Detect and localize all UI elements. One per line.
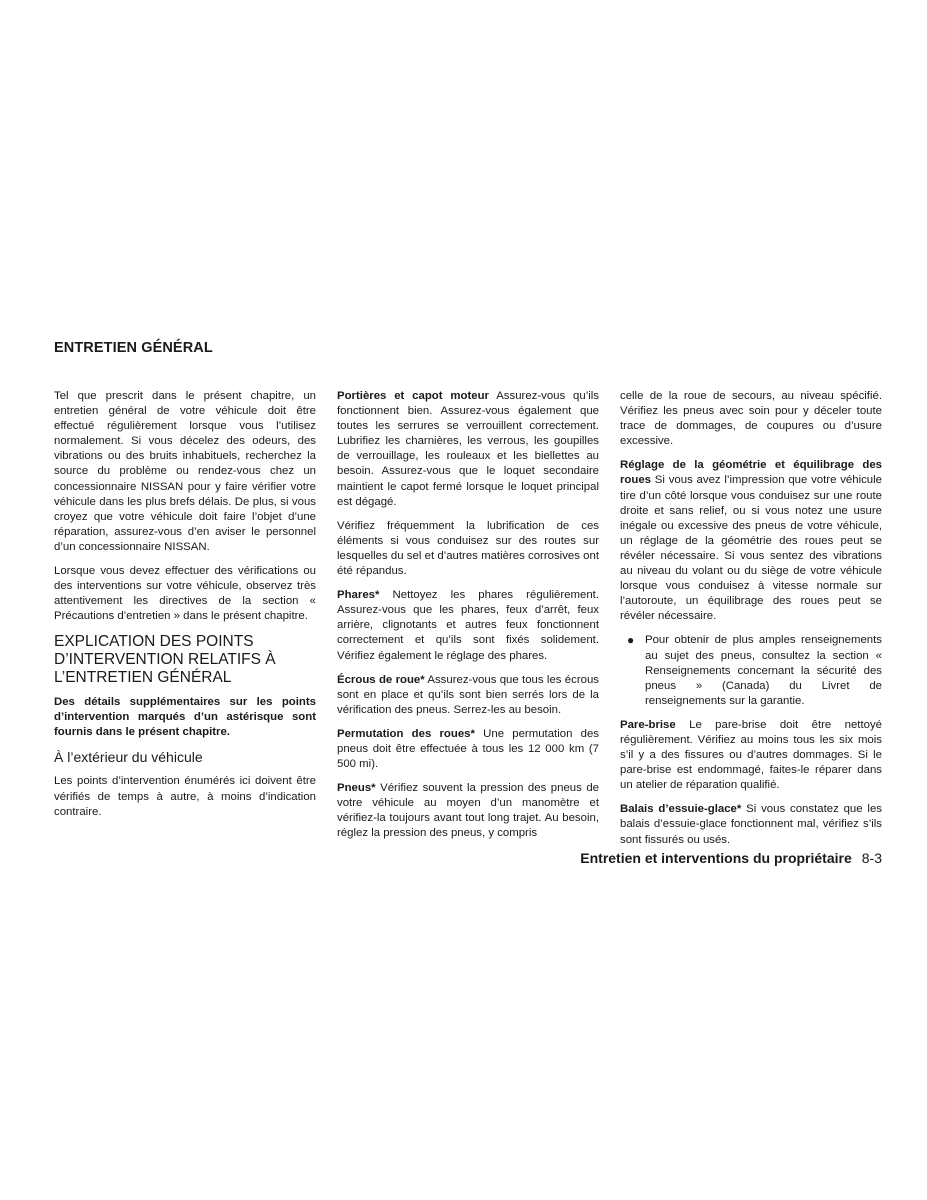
windshield-text: Le pare-brise doit être nettoyé régulièrement. Vérifiez au moins tous les six mois s’il y a des fissures ou d’autres dommages. Si le pare-brise est endommagé, faites-le réparer dans un atelier de réparation qualifié. [620, 718, 882, 792]
bullet-text: Pour obtenir de plus amples renseignements au sujet des pneus, consultez la section « Renseignements concernant la sécurité des pneus » (Canada) du Livret de renseignements sur la garantie. [645, 634, 882, 707]
tires-continued-paragraph: celle de la roue de secours, au niveau spécifié. Vérifiez les pneus avec soin pour y déceler toute trace de dommages, de coupures ou d’usure excessive. [620, 390, 882, 448]
wheel-nuts-label: Écrous de roue* [337, 673, 425, 686]
precautions-paragraph: Lorsque vous devez effectuer des vérifications ou des interventions sur votre véhicule, observez très attentivement les directives de la section « Précautions d’entretien » dans le présent chapitre. [54, 565, 316, 623]
tire-rotation-label: Permutation des roues* [337, 727, 475, 740]
alignment-text: Si vous avez l’impression que votre véhicule tire d’un côté lorsque vous conduisez sur une route droite et sans relief, ou si vous notez une usure inégale ou excessive des pneus de votre véhicule, un réglage de la géométrie des roues peut se révéler nécessaire. Si vous sentez des vibrations au niveau du volant ou du siège de votre véhicule lorsque vous conduisez à vitesse normale sur l’autoroute, un équilibrage des roues peut se révéler nécessaire. [620, 474, 882, 623]
wiper-blades-paragraph [620, 802, 882, 847]
page-footer [580, 850, 882, 866]
wheel-nuts-text: Assurez-vous que tous les écrous sont en place et qu’ils sont bien serrés lors de la vérification des pneus. Serrez-les au besoin. [337, 673, 599, 716]
exterior-subheading: À l’extérieur du véhicule [54, 749, 203, 766]
column-1 [54, 389, 316, 829]
column-2 [337, 389, 599, 851]
windshield-paragraph [620, 718, 882, 793]
tire-rotation-paragraph [337, 727, 599, 772]
tires-label: Pneus* [337, 782, 376, 795]
wiper-blades-text: Si vous constatez que les balais d’essuie-glace fonctionnent mal, vérifiez s’ils sont fissurés ou usés. [620, 803, 882, 846]
section-title: ENTRETIEN GÉNÉRAL [54, 340, 213, 356]
tires-text: Vérifiez souvent la pression des pneus de votre véhicule au moyen d’un manomètre et vérifiez-la toujours avant tout long trajet. Au besoin, réglez la pression des pneus, y compris [337, 782, 599, 840]
doors-hood-paragraph [337, 389, 599, 510]
windshield-label: Pare-brise [620, 718, 676, 731]
headlights-paragraph [337, 588, 599, 663]
wiper-blades-label: Balais d’essuie-glace* [620, 803, 742, 816]
tire-rotation-text: Une permutation des pneus doit être effectuée à tous les 12 000 km (7 500 mi). [337, 727, 599, 771]
bullet-icon: ● [627, 633, 635, 648]
asterisk-note: Des détails supplémentaires sur les points d’intervention marqués d’un astérisque sont fournis dans le présent chapitre. [54, 696, 316, 739]
tire-info-bullet [620, 633, 882, 708]
headlights-text: Nettoyez les phares régulièrement. Assurez-vous que les phares, feux d’arrêt, feux arrière, clignotants et autres feux fonctionnent correctement et qu’ils sont fixés solidement. Vérifiez également le réglage des phares. [337, 589, 599, 662]
alignment-paragraph [620, 458, 882, 624]
column-3 [620, 389, 882, 857]
doors-hood-text: Assurez-vous qu’ils fonctionnent bien. Assurez-vous également que toutes les serrures se verrouillent correctement. Lubrifiez les charnières, les verrous, les goupilles de verrouillage, les rouleaux et les biellettes au besoin. Assurez-vous que le loquet secondaire maintient le capot fermé lorsque le loquet principal est dégagé. [337, 390, 599, 508]
explanation-heading: EXPLICATION DES POINTS D’INTERVENTION RELATIFS À L’ENTRETIEN GÉNÉRAL [54, 633, 276, 686]
exterior-paragraph: Les points d’intervention énumérés ici doivent être vérifiés de temps à autre, à moins d’indication contraire. [54, 775, 316, 818]
alignment-label: Réglage de la géométrie et équilibrage des roues [620, 459, 882, 487]
lubrication-paragraph: Vérifiez fréquemment la lubrification de ces éléments si vous conduisez sur des routes sur lesquelles du sel et d’autres matières corrosives ont été répandus. [337, 519, 599, 578]
chapter-title: Entretien et interventions du propriétaire [580, 850, 852, 866]
intro-paragraph: Tel que prescrit dans le présent chapitre, un entretien général de votre véhicule doit être effectué régulièrement lorsque vous l’utilisez normalement. Si vous décelez des odeurs, des vibrations ou des bruits inhabituels, recherchez la source du problème ou rendez-vous chez un concessionnaire NISSAN pour y faire vérifier votre véhicule dans les plus brefs délais. De plus, si vous croyez que votre véhicule doit faire l’objet d’une réparation, assurez-vous d’en aviser le personnel d’un concessionnaire NISSAN. [54, 390, 316, 553]
page-number: 8-3 [861, 850, 882, 866]
doors-hood-label: Portières et capot moteur [337, 390, 489, 402]
wheel-nuts-paragraph [337, 673, 599, 718]
tires-paragraph [337, 781, 599, 841]
headlights-label: Phares* [337, 589, 380, 602]
